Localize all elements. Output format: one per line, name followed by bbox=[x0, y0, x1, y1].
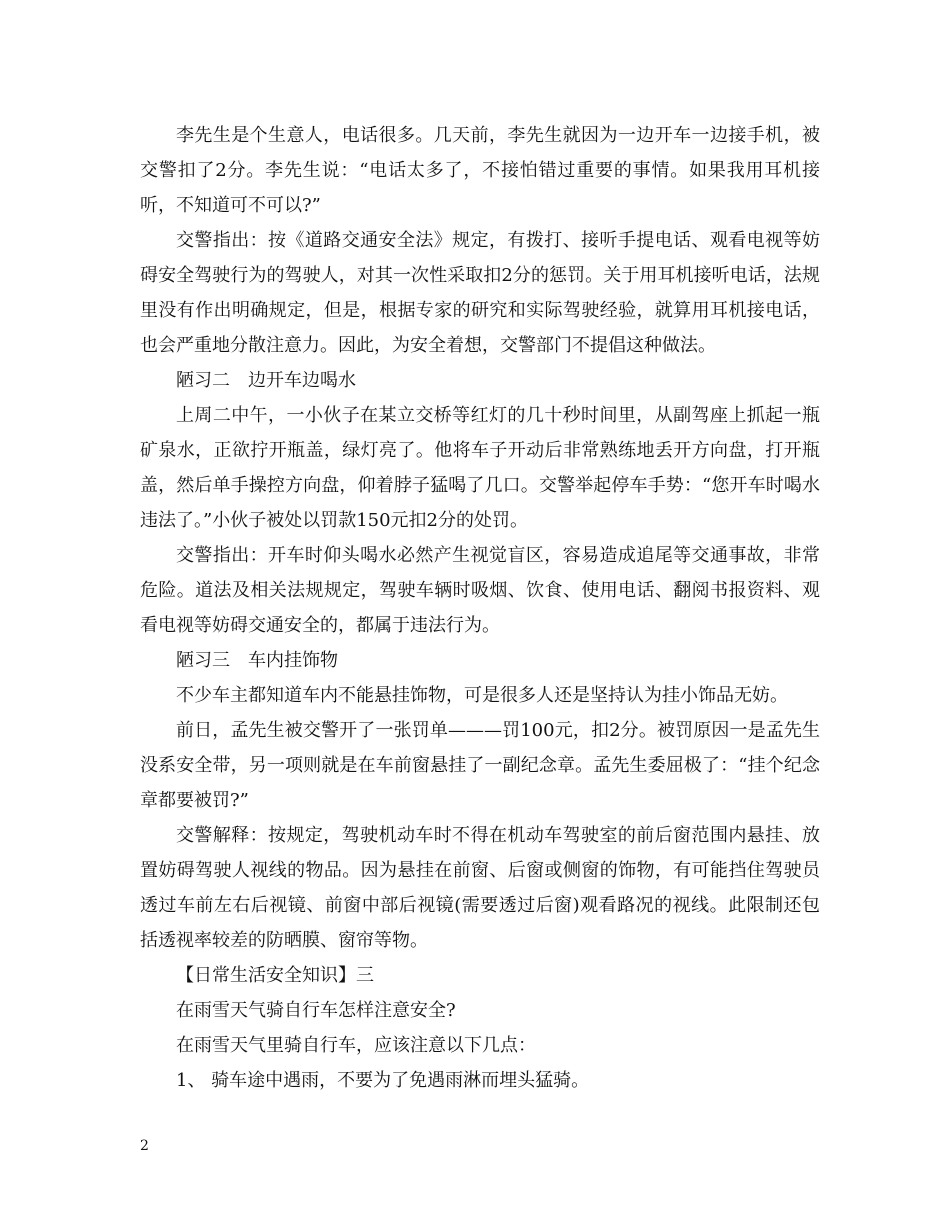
paragraph-bike-question: 在雨雪天气骑自行车怎样注意安全? bbox=[176, 1000, 456, 1021]
paragraph-police-phone: 交警指出：按《道路交通安全法》规定，有拨打、接听手提电话、观看电视等妨碍安全驾驶行为的驾驶人，对其一次性采取扣2分的惩罚。关于用耳机接听电话，法规里没有作出明确规定，但是，根据专家的研究和实际驾驶经验，就算用耳机接电话，也会严重地分散注意力。因此，为安全着想，交警部门不提倡这种做法。 bbox=[140, 230, 820, 356]
heading-daily-safety: 【日常生活安全知识】三 bbox=[176, 965, 374, 986]
paragraph-li-phone: 李先生是个生意人，电话很多。几天前，李先生就因为一边开车一边接手机，被交警扣了2分。李先生说：“电话太多了，不接怕错过重要的事情。如果我用耳机接听，不知道可不可以?” bbox=[140, 125, 820, 216]
paragraph-ornaments-intro: 不少车主都知道车内不能悬挂饰物，可是很多人还是坚持认为挂小饰品无妨。 bbox=[176, 685, 788, 706]
paragraph-police-water: 交警指出：开车时仰头喝水必然产生视觉盲区，容易造成追尾等交通事故，非常危险。道法及相关法规规定，驾驶车辆时吸烟、饮食、使用电话、翻阅书报资料、观看电视等妨碍交通安全的，都属于违法行为。 bbox=[140, 545, 820, 636]
paragraph-bike-intro: 在雨雪天气里骑自行车，应该注意以下几点： bbox=[176, 1035, 536, 1056]
page-number: 2 bbox=[140, 1138, 149, 1154]
document-body bbox=[140, 118, 820, 1098]
paragraph-bike-tip-one: 1、 骑车途中遇雨，不要为了免遇雨淋而埋头猛骑。 bbox=[176, 1070, 590, 1091]
paragraph-meng-fine: 前日，孟先生被交警开了一张罚单———罚100元，扣2分。被罚原因一是孟先生没系安全带，另一项则就是在车前窗悬挂了一副纪念章。孟先生委屈极了：“挂个纪念章都要被罚?” bbox=[140, 720, 820, 811]
paragraph-police-ornaments: 交警解释：按规定，驾驶机动车时不得在机动车驾驶室的前后窗范围内悬挂、放置妨碍驾驶人视线的物品。因为悬挂在前窗、后窗或侧窗的饰物，有可能挡住驾驶员透过车前左右后视镜、前窗中部后视镜(需要透过后窗)观看路况的视线。此限制还包括透视率较差的防晒膜、窗帘等物。 bbox=[140, 825, 820, 951]
heading-habit-two: 陋习二 边开车边喝水 bbox=[176, 370, 356, 391]
heading-habit-three: 陋习三 车内挂饰物 bbox=[176, 650, 338, 671]
paragraph-young-man-water: 上周二中午，一小伙子在某立交桥等红灯的几十秒时间里，从副驾座上抓起一瓶矿泉水，正欲拧开瓶盖，绿灯亮了。他将车子开动后非常熟练地丢开方向盘，打开瓶盖，然后单手操控方向盘，仰着脖子猛喝了几口。交警举起停车手势：“您开车时喝水违法了。”小伙子被处以罚款150元扣2分的处罚。 bbox=[140, 405, 820, 531]
